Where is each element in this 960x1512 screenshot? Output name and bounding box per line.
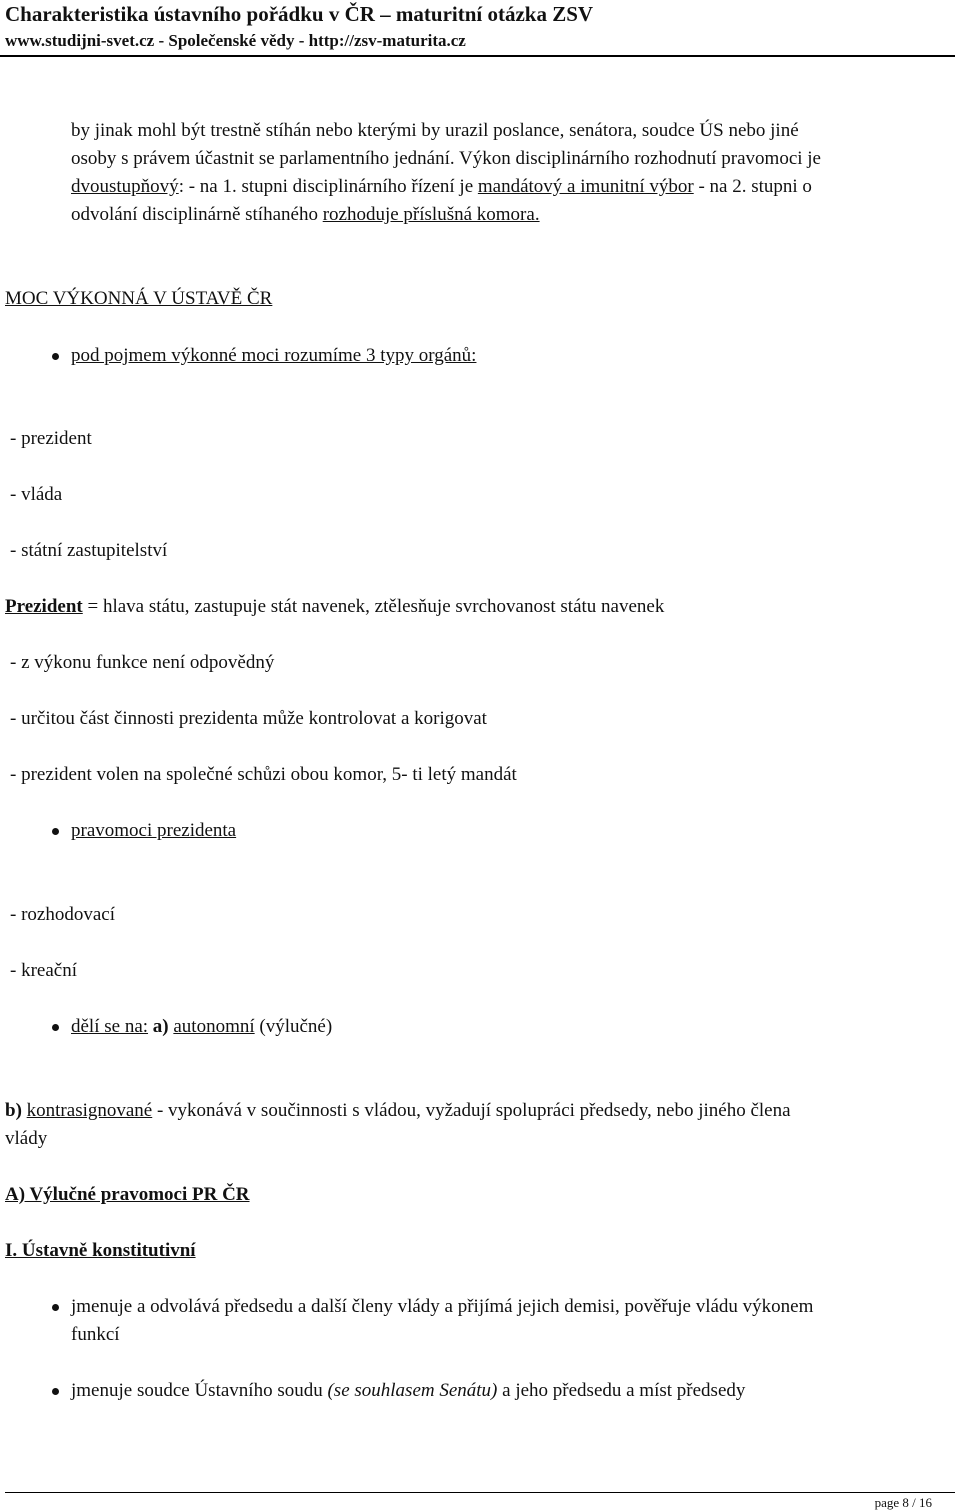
footer-divider <box>5 1492 955 1493</box>
bullet-divided <box>71 1013 332 1041</box>
page-header <box>5 0 955 51</box>
organ-item: - prezident <box>10 428 92 449</box>
bullet-dot <box>52 1024 59 1031</box>
president-point: - určitou část činnosti prezidenta může kontrolovat a korigovat <box>10 708 487 729</box>
intro-line-3 <box>71 173 812 201</box>
countersigned-line-2: vlády <box>5 1128 48 1149</box>
list-item-1-line-2: funkcí <box>71 1324 120 1345</box>
president-definition <box>5 593 664 621</box>
bullet-dot <box>52 1388 59 1395</box>
heading-a: A) Výlučné pravomoci PR ČR <box>5 1184 250 1205</box>
label-b: b) <box>5 1100 22 1121</box>
intro-line-1: by jinak mohl být trestně stíhán nebo kterými by urazil poslance, senátora, soudce ÚS nebo jiné <box>71 120 799 141</box>
section-heading: MOC VÝKONNÁ V ÚSTAVĚ ČR <box>5 288 273 309</box>
president-definition-text: = hlava státu, zastupuje stát navenek, ztělesňuje svrchovanost státu navenek <box>82 596 665 617</box>
organ-item: - vláda <box>10 484 63 505</box>
intro-line-3-text: : - na 1. stupni disciplinárního řízení je <box>178 176 478 197</box>
divided-tail: (výlučné) <box>254 1016 333 1037</box>
president-point: - prezident volen na společné schůzi obou komor, 5- ti letý mandát <box>10 764 517 785</box>
label-a: a) <box>148 1016 169 1037</box>
header-divider <box>0 55 955 57</box>
heading-i: I. Ústavně konstitutivní <box>5 1240 196 1261</box>
term-kontrasignovane: kontrasignované <box>26 1100 153 1121</box>
term-deli-se-na: dělí se na: <box>71 1016 149 1037</box>
bullet-dot <box>52 828 59 835</box>
intro-line-4-text: odvolání disciplinárně stíhaného <box>71 204 323 225</box>
term-rozhoduje-komora: rozhoduje příslušná komora. <box>322 204 540 225</box>
document-title: Charakteristika ústavního pořádku v ČR – maturitní otázka ZSV <box>5 2 594 26</box>
term-mandatovy-vybor: mandátový a imunitní výbor <box>477 176 694 197</box>
countersigned-text: - vykonává v součinnosti s vládou, vyžadují spolupráci předsedy, nebo jiného člena <box>152 1100 791 1121</box>
bullet-powers: pravomoci prezidenta <box>71 820 237 841</box>
intro-line-2: osoby s právem účastnit se parlamentního jednání. Výkon disciplinárního rozhodnutí pravomoci je <box>71 148 821 169</box>
list-item-2: jmenuje soudce Ústavního soudu (se souhlasem Senátu) a jeho předsedu a míst předsedy <box>71 1380 746 1401</box>
bullet-dot <box>52 1304 59 1311</box>
term-autonomni: autonomní <box>173 1016 255 1037</box>
bullet-organs: pod pojmem výkonné moci rozumíme 3 typy orgánů: <box>71 345 477 366</box>
organ-item: - státní zastupitelství <box>10 540 168 561</box>
note-senate: (se souhlasem Senátu) <box>327 1380 498 1401</box>
document-source-line: www.studijni-svet.cz - Společenské vědy - http://zsv-maturita.cz <box>5 31 466 50</box>
intro-line-4 <box>71 201 540 229</box>
term-prezident: Prezident <box>5 596 83 617</box>
intro-line-3-tail: - na 2. stupni o <box>693 176 812 197</box>
countersigned-line-1 <box>5 1097 791 1125</box>
president-point: - z výkonu funkce není odpovědný <box>10 652 275 673</box>
power-type: - kreační <box>10 960 77 981</box>
list-item-1-line-1: jmenuje a odvolává předsedu a další členy vlády a přijímá jejich demisi, pověřuje vládu výkonem <box>71 1296 814 1317</box>
term-dvoustupnovy: dvoustupňový <box>71 176 179 197</box>
page-number: page 8 / 16 <box>874 1495 932 1510</box>
power-type: - rozhodovací <box>10 904 115 925</box>
bullet-dot <box>52 353 59 360</box>
